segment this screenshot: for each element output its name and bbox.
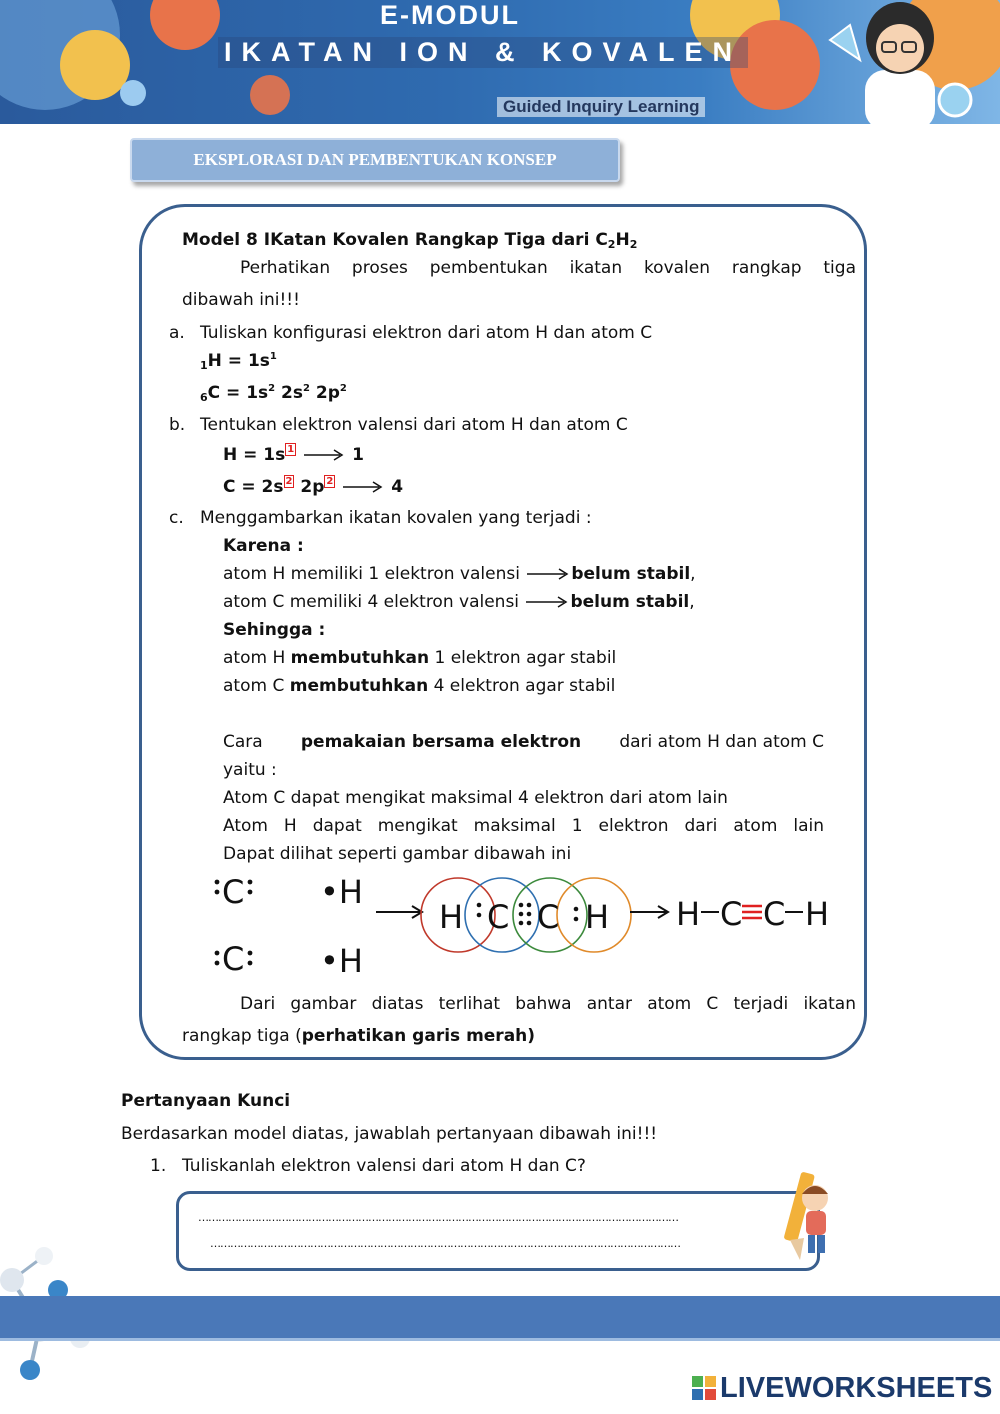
- answer-line-2[interactable]: ……………………………………………………………………………………………………………………………: [210, 1237, 680, 1250]
- liveworksheets-logo-icon: [692, 1376, 716, 1400]
- atom-h-rule: Atom H dapat mengikat maksimal 1 elektron dari atom lain: [223, 816, 824, 836]
- svg-text:H: H: [676, 895, 701, 933]
- questions-intro: Berdasarkan model diatas, jawablah pertanyaan dibawah ini!!!: [121, 1124, 658, 1144]
- arrow-icon: [302, 449, 346, 461]
- shared-electrons: [519, 903, 532, 926]
- shared-h-left: H: [439, 898, 464, 936]
- intro-line-2: dibawah ini!!!: [182, 290, 300, 310]
- valence-c: C = 2s 2 2p 2 4: [223, 476, 404, 497]
- highlight-box: 2: [285, 476, 293, 487]
- config-c: $_6C = 1s^2$ $2s^2$ $2p^2$: [200, 383, 347, 404]
- hydrogen-atom-top: •H: [320, 873, 363, 911]
- list-marker-c: c.: [169, 508, 184, 528]
- liveworksheets-brand[interactable]: LIVEWORKSHEETS: [720, 1372, 993, 1404]
- reaction-arrow-icon: [376, 906, 422, 918]
- need-h: atom H membutuhkan 1 elektron agar stabil: [223, 648, 617, 668]
- valence-h: H = 1s 1 1: [223, 444, 364, 465]
- answer-box[interactable]: [176, 1191, 820, 1271]
- lewis-diagram: [200, 868, 840, 986]
- atom-c-rule: Atom C dapat mengikat maksimal 4 elektron dari atom lain: [223, 788, 728, 808]
- header-banner: [0, 0, 1000, 124]
- item-b-text: Tentukan elektron valensi dari atom H dan atom C: [200, 415, 628, 435]
- sehingga-label: Sehingga :: [223, 620, 326, 640]
- shared-h-right: H: [585, 898, 610, 936]
- item-a-text: Tuliskan konfigurasi elektron dari atom H dan atom C: [200, 323, 653, 343]
- reason-c: atom C memiliki 4 elektron valensi belum stabil,: [223, 592, 695, 612]
- arrow-icon: [524, 596, 570, 608]
- structural-formula: [676, 895, 829, 933]
- banner-title: E-MODUL: [380, 0, 520, 30]
- arrow-icon: [525, 568, 571, 580]
- banner-subtitle: Guided Inquiry Learning: [497, 97, 705, 117]
- svg-text:C: C: [222, 873, 245, 911]
- yaitu-line: yaitu :: [223, 760, 277, 780]
- answer-line-1[interactable]: ………………………………………………………………………………………………………………………………: [198, 1211, 678, 1224]
- conclusion-line-1: Dari gambar diatas terlihat bahwa antar atom C terjadi ikatan: [240, 994, 856, 1014]
- svg-text:C: C: [763, 895, 786, 933]
- footer-divider: [0, 1338, 1000, 1341]
- shared-c-left: C: [487, 898, 510, 936]
- list-marker-a: a.: [169, 323, 185, 343]
- question-1-text: Tuliskanlah elektron valensi dari atom H dan C?: [182, 1156, 586, 1176]
- shared-c-right: C: [537, 898, 560, 936]
- scientist-illustration: [790, 0, 990, 124]
- model-title: Model 8 IKatan Kovalen Rangkap Tiga dari $C_2H_2$: [182, 230, 638, 251]
- cara-line: Cara pemakaian bersama elektron dari atom H dan atom C: [223, 732, 824, 752]
- intro-line-1: Perhatikan proses pembentukan ikatan kovalen rangkap tiga: [240, 258, 856, 278]
- list-marker-b: b.: [169, 415, 186, 435]
- reaction-arrow-icon: [630, 906, 668, 918]
- arrow-icon: [341, 481, 385, 493]
- karena-label: Karena :: [223, 536, 304, 556]
- highlight-box: 1: [287, 444, 295, 455]
- section-tag: EKSPLORASI DAN PEMBENTUKAN KONSEP: [130, 138, 620, 182]
- conclusion-line-2: rangkap tiga (perhatikan garis merah): [182, 1026, 536, 1046]
- reason-h: atom H memiliki 1 elektron valensi belum stabil,: [223, 564, 696, 584]
- hydrogen-atom-bottom: •H: [320, 942, 363, 980]
- kid-pencil-illustration: [770, 1168, 840, 1268]
- svg-text:H: H: [805, 895, 830, 933]
- dapat-line: Dapat dilihat seperti gambar dibawah ini: [223, 844, 572, 864]
- question-number: 1.: [150, 1156, 167, 1176]
- questions-heading: Pertanyaan Kunci: [121, 1091, 291, 1111]
- decor-bubble: [150, 0, 220, 50]
- carbon-atom-top: [215, 873, 253, 911]
- need-c: atom C membutuhkan 4 elektron agar stabil: [223, 676, 616, 696]
- footer-bar: [0, 1296, 1000, 1338]
- item-c-text: Menggambarkan ikatan kovalen yang terjadi :: [200, 508, 592, 528]
- decor-bubble: [250, 75, 290, 115]
- decor-bubble: [120, 80, 146, 106]
- highlight-box: 2: [326, 476, 334, 487]
- svg-text:C: C: [720, 895, 743, 933]
- triple-bond: [742, 906, 762, 918]
- config-h: $_1H = 1s^1$: [200, 351, 277, 372]
- svg-text:C: C: [222, 940, 245, 978]
- carbon-atom-bottom: [215, 940, 253, 978]
- banner-module-topic: IKATAN ION & KOVALEN: [218, 37, 748, 68]
